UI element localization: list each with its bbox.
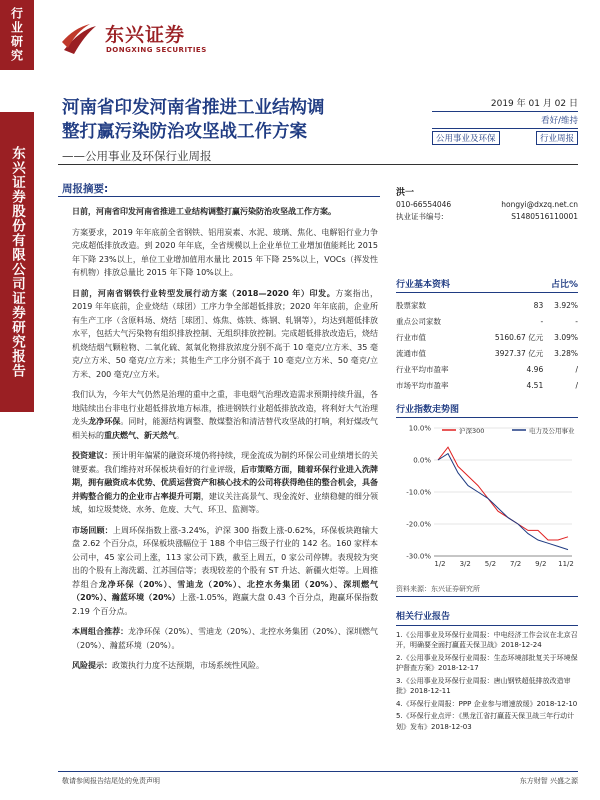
table-cell: 3.92% xyxy=(554,300,578,310)
legend-label: 沪深300 xyxy=(459,427,485,435)
paragraph: 市场回顾：上周环保指数上涨-3.24%，沪深 300 指数上涨-0.62%，环保板块跑输大盘 2.62 个百分点，环保板块涨幅位于 188 个申信三级子行业的 142 名。160 家样本公司中，45 家公司上涨，113 家公司下跌，截至上周五，0 家公司停牌。表现较为突出的个股有上海洗霸、江苏国信等；表现较差的个股有 ST 升达、新疆火炬等。上周推荐组合龙净环保（20%）、雪迪龙（20%）、北控水务集团（20%）、深圳燃气（20%）、瀚蓝环境（20%）上涨-1.05%，跑赢大盘 0.43 个百分点，跑赢环保指数 2.19 个百分点。 xyxy=(72,525,379,616)
paragraph: 日前，河南省印发河南省推进工业结构调整打赢污染防治攻坚战工作方案。 xyxy=(72,207,336,216)
analyst-name: 洪一 xyxy=(396,188,415,198)
paragraph: 我们认为，今年大气仍然是治理的重中之重，非电烟气治理改造需求预期持续升温，各地陆续出台非电行业超低排放地方标准，推进钢铁行业超低排放改造，将利好大气治理龙头龙净环保。同时，能源结构调整、散煤整治和清洁替代攻坚战的打响，利好煤改气相关标的重庆燃气、新天然气。 xyxy=(72,390,379,440)
section-heading: 相关行业报告 xyxy=(396,612,451,622)
summary-heading: 周报摘要: xyxy=(62,183,109,195)
divider xyxy=(396,596,578,597)
sidebar-category: 行业研究 xyxy=(0,0,34,70)
logo-name: 东兴证券 xyxy=(105,24,186,46)
summary-body xyxy=(72,205,378,680)
table-cell: / xyxy=(575,380,578,390)
paragraph: 方案要求，2019 年年底前全省钢铁、铝用炭素、水泥、玻璃、焦化、电解铝行业力争完成超低排放改造。到 2020 年年底，全省规模以上企业单位工业增加值能耗比 2015 年下降 23%以上，单位工业增加值用水量比 2015 年下降 25%以上，VOCs（挥发性有机物）排放总量比 2015 年下降 10%以上。 xyxy=(72,227,378,277)
list-item[interactable]: 1.《公用事业及环保行业周报：中电经济工作会议在北京召开，明确要全面打赢蓝天保卫战》2018-12-24 xyxy=(396,630,578,649)
industry-basic-data xyxy=(396,277,578,393)
table-cell: 市场平均市盈率 xyxy=(396,380,449,390)
list-item[interactable]: 4.《环保行业周报：PPP 企业参与增速放缓》2018-12-10 xyxy=(396,699,578,708)
table-cell: 股票家数 xyxy=(396,300,426,310)
report-list xyxy=(396,630,578,733)
logo-english: DONGXING SECURITIES xyxy=(106,46,207,54)
y-tick-label: 10.0% xyxy=(408,424,431,433)
analyst-phone: 010-66554046 xyxy=(396,200,452,209)
x-tick-label: 7/2 xyxy=(509,560,522,568)
divider xyxy=(58,771,578,772)
basic-table xyxy=(396,297,578,393)
table-cell: 行业平均市盈率 xyxy=(396,364,449,374)
page-subtitle: ——公用事业及环保行业周报 xyxy=(62,149,212,163)
cert-number: S1480516110001 xyxy=(511,212,578,221)
list-item[interactable]: 3.《公用事业及环保行业周报：唐山钢铁超低排放改造审批》2018-12-11 xyxy=(396,676,571,695)
table-cell: 重点公司家数 xyxy=(396,316,441,326)
logo-mark-icon xyxy=(60,20,100,60)
analyst-email[interactable]: hongyi@dxzq.net.cn xyxy=(501,200,578,209)
paragraph: 投资建议：预计明年偏紧的融资环境仍将持续，现金流成为制约环保公司业绩增长的关键要素。我们维持对环保板块看好的行业评级，后市策略方面，随着环保行业进入洗牌期，拥有融资成本优势、优质运营资产和核心技术的公司将获得绝佳的整合机会，具备并购整合能力的企业市占率提升可期，建议关注高景气、现金流好、业绩稳健的细分领域，如垃圾焚烧、水务、危废、大气、环卫、监测等。 xyxy=(72,451,379,514)
report-type-tag: 行业周报 xyxy=(536,131,578,145)
rating: 看好/维持 xyxy=(432,111,578,129)
chart-svg xyxy=(396,418,578,573)
section-heading: 行业基本资料 xyxy=(396,280,451,290)
footer-slogan: 东方财智 兴盛之源 xyxy=(519,777,578,785)
x-tick-label: 3/2 xyxy=(459,560,471,568)
index-chart xyxy=(396,418,578,573)
chart-source: 资料来源：东兴证券研究所 xyxy=(396,585,480,593)
x-tick-label: 11/2 xyxy=(558,560,574,568)
footer-disclaimer: 敬请参阅报告结尾处的免责声明 xyxy=(62,777,160,785)
x-tick-label: 1/2 xyxy=(434,560,446,568)
table-cell: 4.51 xyxy=(526,380,544,390)
column-header: 占比% xyxy=(550,280,578,290)
section-heading: 行业指数走势图 xyxy=(396,405,460,415)
paragraph: 日前，河南省钢铁行业转型发展行动方案（2018—2020 年）印发。方案指出，2019 年年底前，企业烧结（球团）工序力争全部超低排放；2020 年年底前，企业所有生产工序（含原料场、烧结［球团］、炼焦、炼铁、炼钢、轧钢等），均达到超低排放水平，包括大气污染物有组织排放控制、无组织排放控制。完成超低排放改造后，烧结机烧结烟气颗粒物、二氧化硫、氮氧化物排放浓度分别不高于 10 毫克/立方米、35 毫克/立方米、50 毫克/立方米；其他生产工序分别不高于 10 毫克/立方米、50 毫克/立方米、200 毫克/立方米。 xyxy=(72,288,378,379)
cert-label: 执业证书编号: xyxy=(396,212,444,221)
logo xyxy=(60,18,230,64)
divider xyxy=(58,164,578,165)
page-title: 河南省印发河南省推进工业结构调 整打赢污染防治攻坚战工作方案 xyxy=(62,98,325,142)
report-date: 2019 年 01 月 02 日 xyxy=(490,99,578,109)
table-row xyxy=(396,361,578,377)
table-cell: 83 xyxy=(533,300,544,310)
divider xyxy=(58,196,380,197)
y-tick-label: -10.0% xyxy=(406,488,431,497)
table-cell: - xyxy=(540,316,544,326)
table-cell: 4.96 xyxy=(526,364,544,374)
x-tick-label: 9/2 xyxy=(535,560,547,568)
paragraph: 风险提示：政策执行力度不达预期，市场系统性风险。 xyxy=(72,661,264,670)
table-cell: 3927.37 亿元 xyxy=(494,348,544,358)
x-tick-label: 5/2 xyxy=(484,560,497,568)
sidebar-company: 东兴证券股份有限公司证券研究报告 xyxy=(0,112,34,412)
table-cell: 5160.67 亿元 xyxy=(494,332,544,342)
table-cell: 流通市值 xyxy=(396,348,426,358)
table-row xyxy=(396,377,578,393)
series-line xyxy=(438,447,568,540)
table-row xyxy=(396,297,578,313)
table-cell: / xyxy=(575,364,578,374)
table-row xyxy=(396,329,578,345)
table-cell: - xyxy=(575,316,578,326)
analyst-info xyxy=(396,187,578,223)
report-info xyxy=(432,96,578,145)
y-tick-label: -20.0% xyxy=(406,520,431,529)
list-item[interactable]: 2.《公用事业及环保行业周报：生态环境部批复关于环境保护督查方案》2018-12-17 xyxy=(396,653,578,672)
y-tick-label: 0.0% xyxy=(413,456,431,465)
y-tick-label: -30.0% xyxy=(406,552,431,561)
legend-label: 电力及公用事业 xyxy=(529,427,575,435)
chart-section xyxy=(396,402,578,418)
paragraph: 本周组合推荐：龙净环保（20%）、雪迪龙（20%）、北控水务集团（20%）、深圳燃气（20%）、瀚蓝环境（20%）。 xyxy=(72,627,379,650)
table-row xyxy=(396,345,578,361)
sidebar xyxy=(0,0,34,800)
list-item[interactable]: 5.《环保行业点评：《黑龙江省打赢蓝天保卫战三年行动计划》发布》2018-12-03 xyxy=(396,712,575,731)
table-cell: 行业市值 xyxy=(396,332,426,342)
related-reports xyxy=(396,612,578,734)
industry-tag: 公用事业及环保 xyxy=(432,131,500,145)
table-cell: 3.09% xyxy=(554,332,578,342)
table-row xyxy=(396,313,578,329)
series-line xyxy=(438,454,568,550)
table-cell: 3.28% xyxy=(554,348,578,358)
